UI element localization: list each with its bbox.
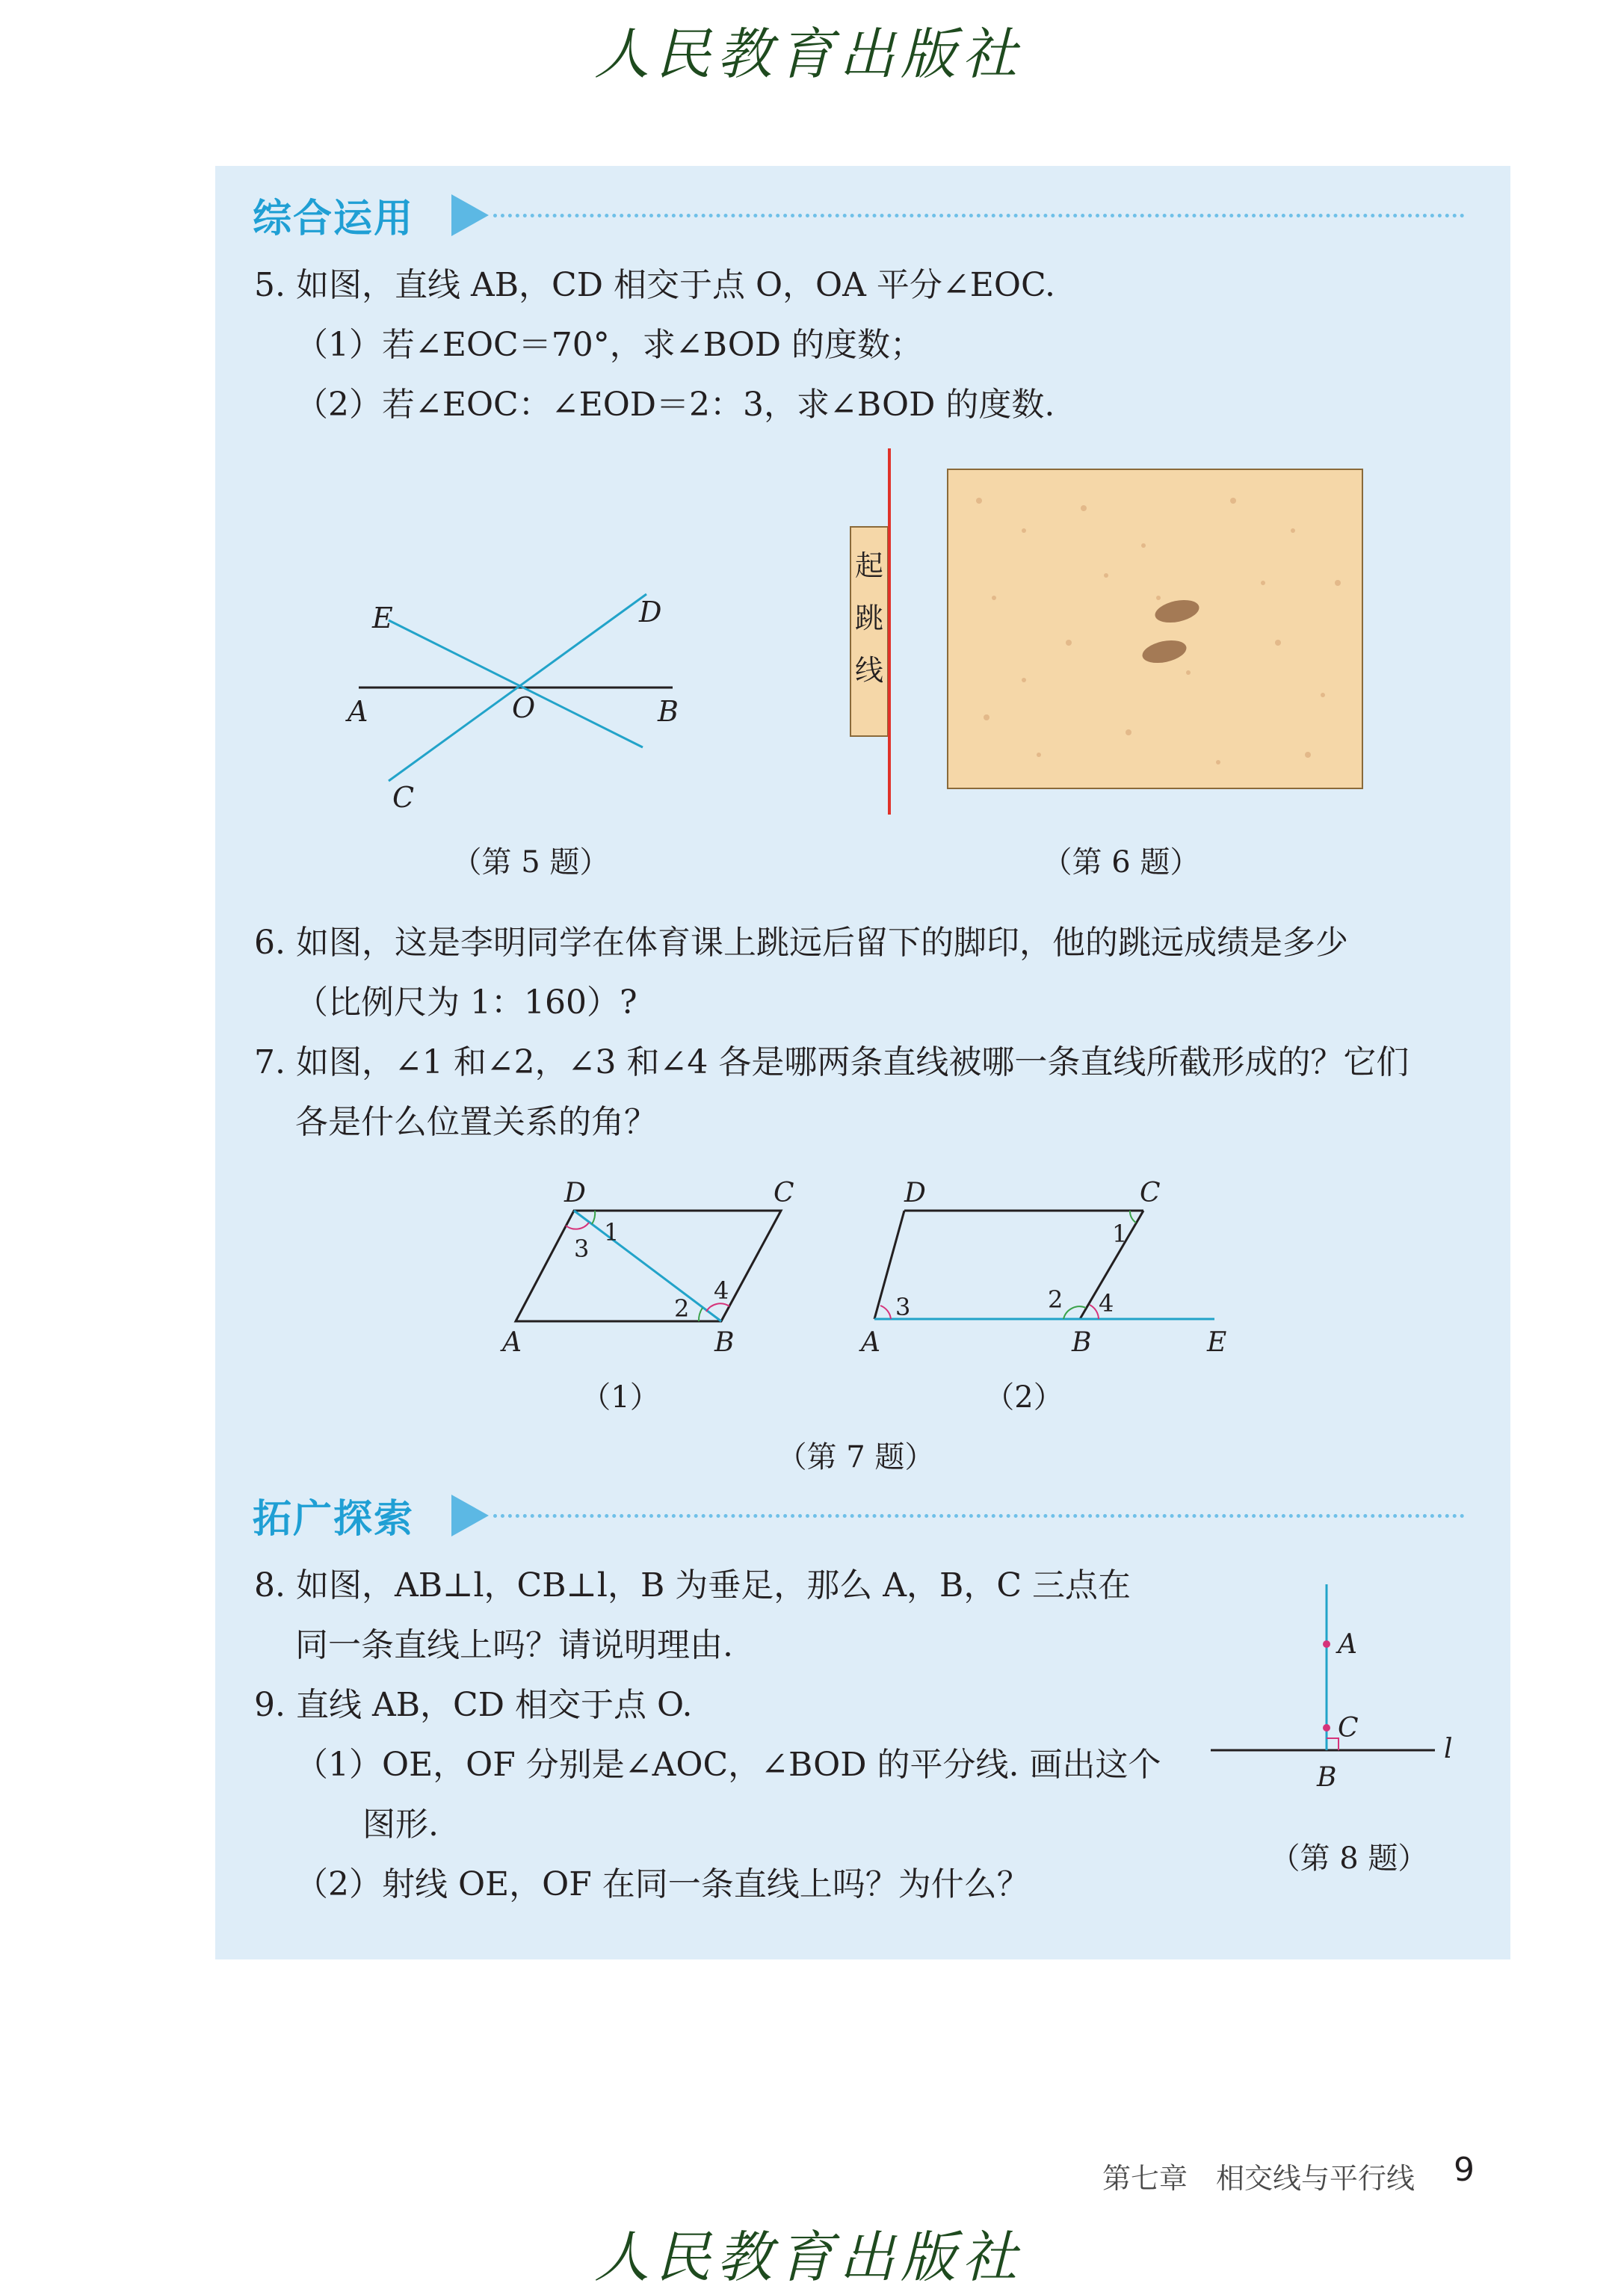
- label-e: E: [372, 602, 393, 634]
- angle-label-3: 3: [895, 1293, 911, 1321]
- section-arrow-icon: [451, 1495, 489, 1536]
- section-divider: [493, 214, 1465, 217]
- label-a: A: [861, 1327, 880, 1358]
- label-d: D: [564, 1178, 586, 1208]
- problem-8-text: 8. 如图，AB⊥l，CB⊥l，B 为垂足，那么 A，B，C 三点在: [254, 1566, 1131, 1604]
- label-b: B: [1317, 1762, 1337, 1793]
- label-c: C: [392, 781, 415, 814]
- section-title-comprehensive: 综合运用: [253, 197, 415, 241]
- label-b: B: [714, 1327, 735, 1358]
- problem-8-text-2: 同一条直线上吗？请说明理由.: [295, 1626, 733, 1664]
- section-title-exploration: 拓广探索: [253, 1497, 415, 1542]
- figure-7-caption: （第 7 题）: [777, 1440, 935, 1474]
- figure-7-2-diagram: [852, 1173, 1241, 1368]
- problem-5-text: 5. 如图，直线 AB，CD 相交于点 O，OA 平分∠EOC.: [254, 266, 1056, 304]
- point-a: [1323, 1640, 1330, 1648]
- sand-pit: [948, 469, 1362, 788]
- problem-5-q1: （1）若∠EOC＝70°，求∠BOD 的度数；: [295, 326, 924, 364]
- header-publisher-logo: 人民教育出版社: [594, 22, 1023, 87]
- angle-label-4: 4: [1099, 1289, 1114, 1318]
- section-arrow-icon: [451, 194, 489, 236]
- label-c: C: [1140, 1178, 1161, 1208]
- figure-5-caption: （第 5 题）: [451, 845, 610, 880]
- label-e: E: [1207, 1327, 1227, 1358]
- angle-label-1: 1: [604, 1218, 620, 1247]
- problem-9-text: 9. 直线 AB，CD 相交于点 O.: [254, 1686, 693, 1724]
- board-char-2: 跳: [855, 602, 884, 634]
- figure-8-diagram: [1203, 1569, 1472, 1816]
- problem-7-text: 7. 如图，∠1 和∠2，∠3 和∠4 各是哪两条直线被哪一条直线所截形成的？它们: [254, 1043, 1410, 1081]
- label-d: D: [904, 1178, 926, 1208]
- problem-9-q1: （1）OE，OF 分别是∠AOC，∠BOD 的平分线. 画出这个: [295, 1746, 1161, 1784]
- figure-6-caption: （第 6 题）: [1042, 845, 1200, 880]
- section-divider: [493, 1514, 1465, 1518]
- angle-label-1: 1: [1112, 1220, 1128, 1248]
- problem-9-q1-cont: 图形.: [362, 1806, 439, 1844]
- figure-7-1-diagram: [486, 1173, 830, 1368]
- page-number: 9: [1454, 2151, 1475, 2189]
- label-b: B: [1072, 1327, 1092, 1358]
- line-e-direction: [389, 620, 643, 747]
- figure-5-diagram: [329, 583, 717, 830]
- figure-7-2-caption: （2）: [984, 1380, 1063, 1415]
- problem-9-q2: （2）射线 OE，OF 在同一条直线上吗？为什么？: [295, 1865, 1030, 1903]
- figure-6-diagram: [845, 448, 1383, 822]
- label-c: C: [1338, 1713, 1359, 1743]
- label-c: C: [774, 1178, 794, 1208]
- figure-8-caption: （第 8 题）: [1270, 1841, 1428, 1876]
- label-a: A: [502, 1327, 522, 1358]
- angle-label-4: 4: [714, 1276, 729, 1305]
- board-char-3: 线: [855, 654, 884, 687]
- label-b: B: [658, 695, 679, 728]
- right-angle-mark: [1327, 1738, 1339, 1750]
- label-o: O: [512, 691, 536, 724]
- footer-chapter: 第七章 相交线与平行线: [1102, 2162, 1415, 2195]
- label-a: A: [348, 695, 368, 728]
- label-l: l: [1444, 1734, 1453, 1764]
- angle-label-2: 2: [1048, 1285, 1063, 1314]
- angle-label-3: 3: [574, 1235, 590, 1263]
- board-char-1: 起: [855, 549, 884, 582]
- label-a: A: [1338, 1629, 1357, 1660]
- problem-6-text: 6. 如图，这是李明同学在体育课上跳远后留下的脚印，他的跳远成绩是多少: [254, 924, 1348, 962]
- label-d: D: [639, 596, 662, 628]
- problem-5-q2: （2）若∠EOC：∠EOD＝2：3，求∠BOD 的度数.: [295, 386, 1055, 424]
- point-c: [1323, 1724, 1330, 1732]
- problem-7-text-2: 各是什么位置关系的角？: [295, 1103, 657, 1141]
- diagonal-db: [574, 1211, 721, 1321]
- footer-publisher-logo: 人民教育出版社: [594, 2225, 1023, 2290]
- angle-label-2: 2: [674, 1294, 690, 1323]
- figure-7-1-caption: （1）: [581, 1380, 660, 1415]
- problem-6-text-2: （比例尺为 1：160）?: [295, 983, 637, 1022]
